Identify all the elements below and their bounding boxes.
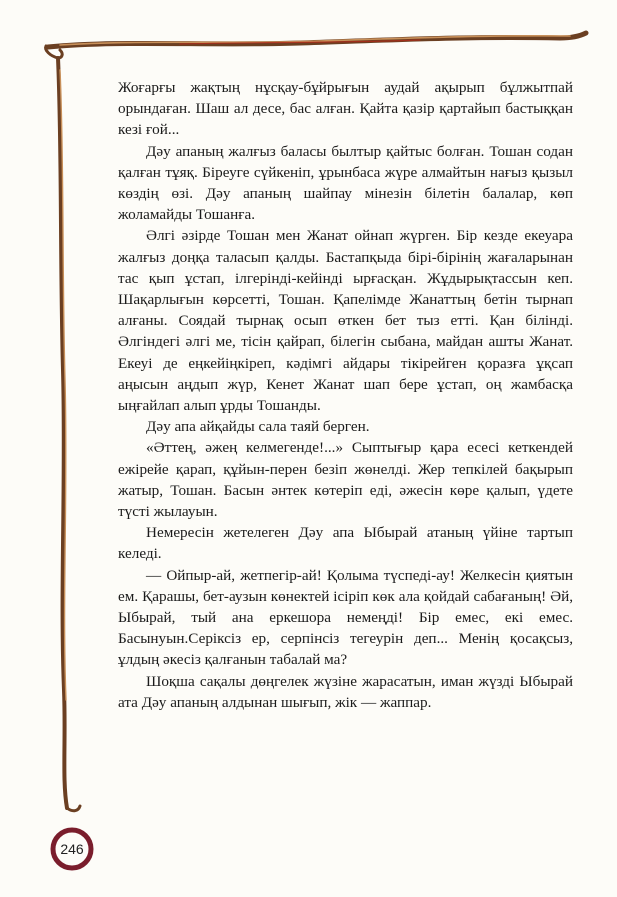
paragraph: Шоқша сақалы дөңгелек жүзіне жарасатын, иман жүзді Ыбырай ата Дәу апаның алдынан шығып, жік — жаппар. [118, 672, 573, 711]
paragraph: Немересін жетелеген Дәу апа Ыбырай атаның үйіне тартып келеді. [118, 524, 573, 563]
paragraph: «Әттең, әжең келмегенде!...» Сыптығыр қара есесі кеткендей ежірейе қарап, құйын-перен безіп жөнелді. Жер тепкілей бақырып жатыр, Тошан. Басын әнтек көтеріп еді, әжесін көре қалып, үдете түсті жылауын. [118, 439, 573, 521]
bottom-twig [67, 806, 80, 811]
body-text [118, 77, 573, 713]
paragraph: Дәу апаның жалғыз баласы былтыр қайтыс болған. Тошан содан қалған тұяқ. Біреуге сүйкеніп, ұрынбаса жүре алмайтын нағыз қызыл көздің өзі. Дәу апаның шайпау мінезін білетін балалар, көп жоламайды Тошанға. [118, 142, 573, 224]
page-number: 246 [60, 841, 84, 857]
paragraph: — Ойпыр-ай, жетпегір-ай! Қолыма түспеді-ау! Желкесін қиятын ем. Қарашы, бет-аузын көнектей ісіріп көк ала қойдай сабағаның! Әй, Ыбырай, тый ана еркешора немеңді! Бір емес, екі емес. Басынуын.Серіксіз ер, серпінсіз тегеурін деп... Менің қосақсыз, ұлдың әкесіз қалғанын табалай ма? [118, 566, 573, 669]
top-branch [48, 33, 586, 47]
paragraph: Жоғарғы жақтың нұсқау-бұйрығын аудай ақырып бұлжытпай орындаған. Шаш ал десе, бас алған. Қайта қазір қартайып бастыққан кезі ғой... [118, 79, 573, 139]
paragraph: Әлгі әзірде Тошан мен Жанат ойнап жүрген. Бір кезде екеуара жалғыз доңқа таласып қалды. Бастапқыда бірі-бірінің жағаларынан тас қып ұстап, ілгерінді-кейінді ырғасқан. Жұдырықтассын кеп. Шақарлығын көрсетті, Тошан. Қапелімде Жанаттың бетін тырнап алғаны. Соядай тырнақ осып өткен бет тыз етті. Қан білінді. Әлгіндегі әлгі ме, тісін қайрап, білегін сыбана, майдан ашты Жанат. Екеуі де еңкейіңкіреп, кәдімгі айдары тікірейген қоразға ұқсап аңысын аңдып жүр, Кенет Жанат шап бере ұстап, оң жамбасқа ыңғайлап алып ұрды Тошанды. [118, 227, 573, 415]
paragraph: Дәу апа айқайды сала таяй берген. [146, 418, 370, 436]
